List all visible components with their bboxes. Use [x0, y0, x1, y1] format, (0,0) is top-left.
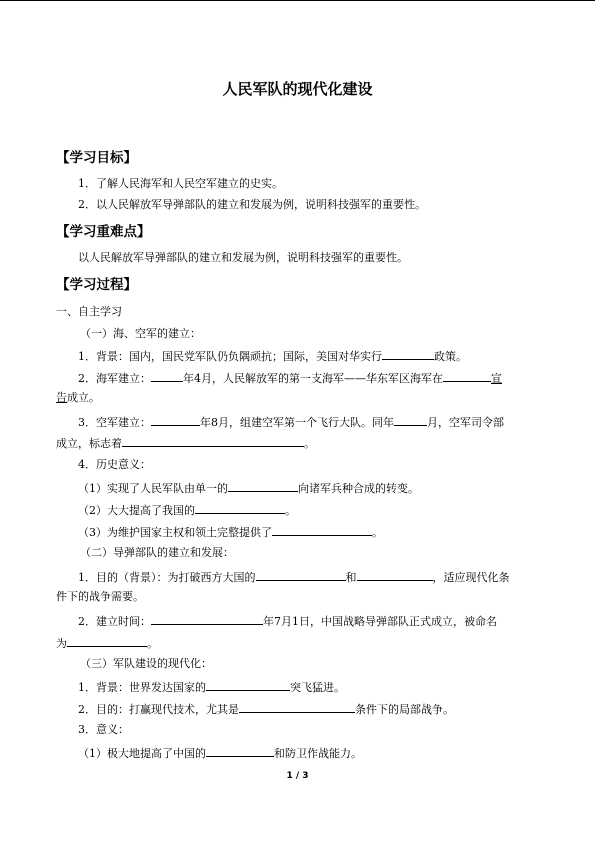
fill-blank[interactable] — [151, 613, 263, 625]
item-1-4-3-text-a: （3）为维护国家主权和领土完整提供了 — [78, 526, 272, 539]
item-3-1-text-b: 突飞猛进。 — [290, 681, 345, 694]
item-2-2-text-b: 年7月1日，中国战略导弹部队正式成立，被命名 — [263, 615, 497, 628]
subsection-3-title: （三）军队建设的现代化： — [80, 657, 212, 670]
top-border — [0, 0, 595, 1]
goal-item-1: 1．了解人民海军和人民空军建立的史实。 — [78, 177, 283, 190]
fill-blank[interactable] — [206, 745, 274, 757]
heading-key-points: 【学习重难点】 — [56, 224, 151, 240]
item-2-2-text-d: 。 — [147, 637, 158, 650]
item-1-4: 4．历史意义： — [78, 458, 151, 471]
fill-blank[interactable] — [228, 480, 298, 492]
item-1-3 — [78, 414, 566, 430]
item-1-2-text-d: 告 — [56, 391, 67, 404]
fill-blank[interactable] — [443, 370, 491, 382]
fill-blank[interactable] — [256, 569, 346, 581]
fill-blank[interactable] — [357, 569, 433, 581]
item-1-3-text-d: 成立，标志着 — [56, 437, 122, 450]
item-3-2 — [78, 701, 566, 717]
item-1-2-text-a: 2．海军建立： — [78, 372, 151, 385]
item-2-2 — [78, 613, 566, 629]
fill-blank[interactable] — [394, 414, 427, 426]
page-title: 人民军队的现代化建设 — [222, 80, 373, 98]
item-3-2-text-b: 条件下的局部战争。 — [355, 703, 454, 716]
item-2-1-text-c: ，适应现代化条 — [432, 571, 510, 584]
item-2-1-cont: 件下的战争需要。 — [56, 590, 144, 603]
item-2-1 — [78, 569, 566, 585]
item-3-2-text-a: 2．目的：打赢现代技术，尤其是 — [78, 703, 239, 716]
item-1-4-1-text-b: 向诸军兵种合成的转变。 — [298, 482, 419, 495]
item-3-3: 3．意义： — [78, 723, 129, 736]
fill-blank[interactable] — [272, 524, 372, 536]
fill-blank[interactable] — [382, 348, 434, 360]
key-points-text: 以人民解放军导弹部队的建立和发展为例，说明科技强军的重要性。 — [78, 251, 408, 264]
item-1-2-text-b: 年4月，人民解放军的第一支海军——华东军区海军在 — [183, 372, 443, 385]
item-2-2-text-c: 为 — [56, 637, 67, 650]
item-1-2-cont — [56, 391, 544, 405]
item-3-3-1 — [78, 745, 566, 761]
item-1-4-3 — [78, 524, 566, 540]
item-3-3-1-text-a: （1）极大地提高了中国的 — [78, 747, 206, 760]
heading-goals: 【学习目标】 — [56, 150, 137, 166]
item-1-4-2-text-a: （2）大大提高了我国的 — [78, 504, 195, 517]
fill-blank[interactable] — [122, 435, 304, 447]
item-1-1-text-b: 政策。 — [434, 350, 467, 363]
item-2-2-text-a: 2．建立时间： — [78, 615, 151, 628]
goal-item-2: 2．以人民解放军导弹部队的建立和发展为例，说明科技强军的重要性。 — [78, 198, 426, 211]
fill-blank[interactable] — [151, 414, 200, 426]
item-3-3-1-text-b: 和防卫作战能力。 — [274, 747, 362, 760]
item-1-1 — [78, 348, 566, 364]
item-1-4-1 — [78, 480, 566, 496]
item-1-2-text-c: 宣 — [491, 372, 502, 385]
item-1-3-text-c: 月，空军司令部 — [427, 416, 504, 429]
item-3-1 — [78, 679, 566, 695]
fill-blank[interactable] — [206, 679, 290, 691]
item-1-4-2-text-b: 。 — [285, 504, 296, 517]
item-2-1-text-a: 1．目的（背景）：为打破西方大国的 — [78, 571, 256, 584]
item-1-3-text-e: 。 — [304, 437, 315, 450]
heading-process: 【学习过程】 — [56, 277, 137, 293]
subsection-2-title: （二）导弹部队的建立和发展： — [80, 546, 234, 559]
item-1-3-cont — [56, 435, 544, 451]
item-1-1-text-a: 1．背景：国内，国民党军队仍负隅顽抗；国际，美国对华实行 — [78, 350, 382, 363]
item-1-4-3-text-b: 。 — [372, 526, 383, 539]
subsection-1-title: （一）海、空军的建立： — [80, 327, 201, 340]
fill-blank[interactable] — [151, 370, 183, 382]
item-1-3-text-b: 年8月，组建空军第一个飞行大队。同年 — [200, 416, 394, 429]
item-1-2-text-e: 成立。 — [67, 391, 100, 404]
part-1-title: 一、自主学习 — [56, 305, 122, 318]
item-2-2-cont — [56, 635, 544, 651]
fill-blank[interactable] — [67, 635, 147, 647]
item-1-3-text-a: 3．空军建立： — [78, 416, 151, 429]
item-3-1-text-a: 1．背景：世界发达国家的 — [78, 681, 206, 694]
page-number: 1 / 3 — [286, 771, 309, 781]
item-2-1-text-b: 和 — [345, 571, 357, 584]
item-1-4-1-text-a: （1）实现了人民军队由单一的 — [78, 482, 228, 495]
item-1-2 — [78, 370, 566, 386]
item-1-4-2 — [78, 502, 566, 518]
fill-blank[interactable] — [239, 701, 355, 713]
fill-blank[interactable] — [195, 502, 285, 514]
